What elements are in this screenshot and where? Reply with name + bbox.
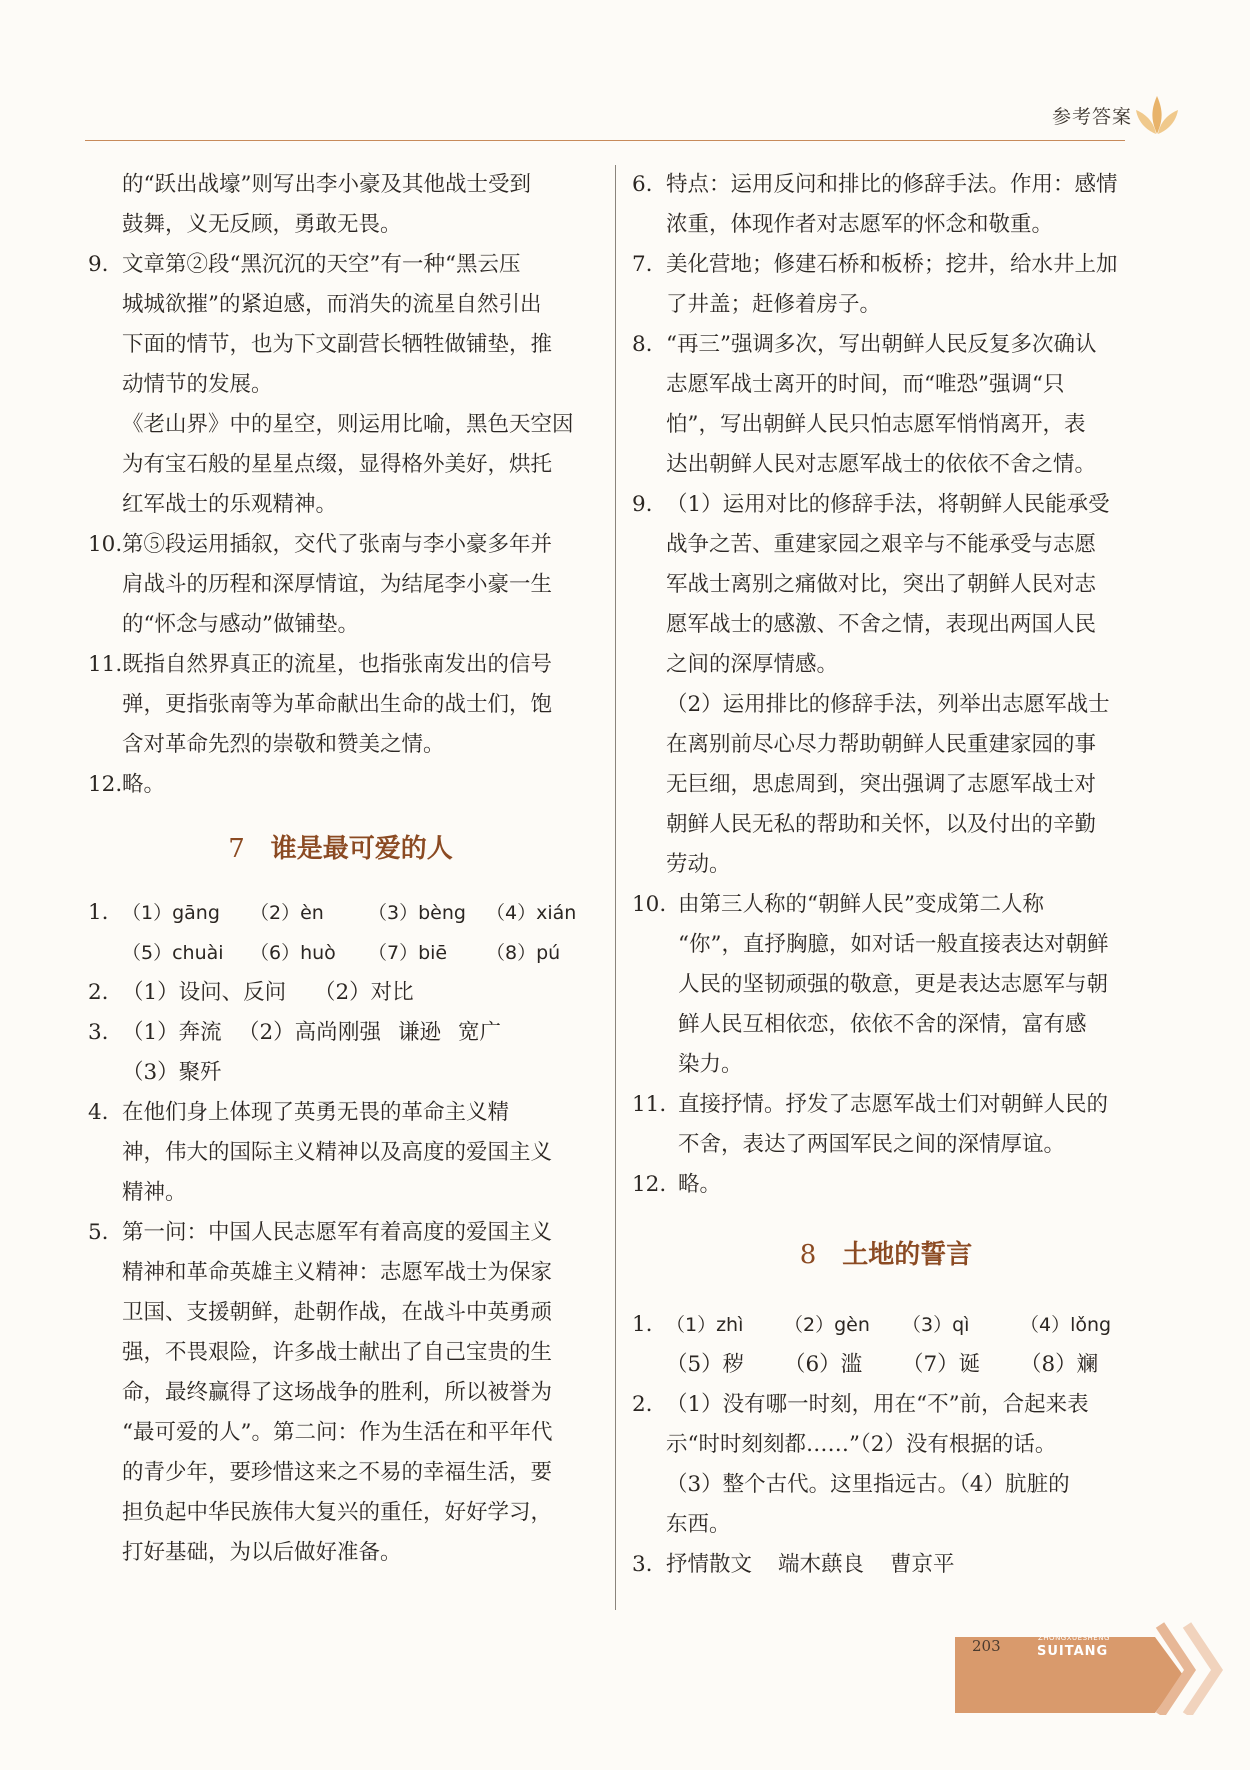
left-column bbox=[88, 165, 593, 1573]
section-8-title: 8 土地的誓言 bbox=[799, 1240, 973, 1270]
brand-name: SUITANG bbox=[1037, 1644, 1109, 1659]
s7-answer-3: 3. （1）奔流 （2）高尚 刚强 谦逊 宽广 （3）聚歼 bbox=[88, 1020, 502, 1085]
answer-7: 7. 美化营地；修建石桥和板桥；挖井，给水井上加 了井盖；赶修着房子。 bbox=[632, 252, 1118, 317]
brand-subtitle: ZHONGXUESHENG bbox=[1038, 1634, 1110, 1642]
answer-8: 8. “再三”强调多次，写出朝鲜人民反复多次确认 志愿军战士离开的时间，而“唯恐”强调“只 怕”，写出朝鲜人民只怕志愿军悄悄离开，表 达出朝鲜人民对志愿军战士的依依不舍之情。 bbox=[632, 332, 1097, 477]
answer-8-continued: 的“跃出战壕”则写出李小豪及其他战士受到 鼓舞，义无反顾，勇敢无畏。 bbox=[122, 172, 531, 237]
answer-9-part-2: （2）运用排比的修辞手法，列举出志愿军战士 在离别前尽心尽力帮助朝鲜人民重建家园的事 无巨细，思虑周到，突出强调了志愿军战士对 朝鲜人民无私的帮助和关怀，以及付出的辛勤 劳动。 bbox=[666, 692, 1110, 877]
right-column bbox=[632, 165, 1140, 1585]
section-7-title: 7 谁是最可爱的人 bbox=[228, 834, 453, 864]
answer-11-right: 11. 直接抒情。抒发了志愿军战士们对朝鲜人民的 不舍，表达了两国军民之间的深情厚谊。 bbox=[632, 1092, 1109, 1157]
page-header bbox=[85, 90, 1180, 142]
answer-6: 6. 特点：运用反问和排比的修辞手法。作用：感情 浓重，体现作者对志愿军的怀念和敬重。 bbox=[632, 172, 1118, 237]
s7-answer-1: 1. （1）gāng （2）èn （3）bèng （4）xián （5）chuài （6）huò （7）biē （8）pú bbox=[88, 900, 577, 964]
header-rule bbox=[85, 140, 1125, 141]
leaf-icon bbox=[1134, 90, 1180, 138]
page-number: 203 bbox=[972, 1637, 1001, 1655]
s7-answer-5: 5. 第一问：中国人民志愿军有着高度的爱国主义 精神和革命英雄主义精神：志愿军战士为保家 卫国、支援朝鲜，赴朝作战，在战斗中英勇顽 强，不畏艰险，许多战士献出了自己宝贵的生 命，最终赢得了这场战争的胜利，所以被誉为 “最可爱的人”。第二问：作为生活在和平年代 的青少年，要珍惜这来之不易的幸福生活，要 担负起中华民族伟大复兴的重任，好好学习， 打好基础，为以后做好准备。 bbox=[88, 1220, 553, 1565]
s8-answer-3: 3. 抒情散文 端木蕻良 曹京平 bbox=[632, 1552, 955, 1577]
answer-9-right: 9. （1）运用对比的修辞手法，将朝鲜人民能承受 战争之苦、重建家园之艰辛与不能承受与志愿 军战士离别之痛做对比，突出了朝鲜人民对志 愿军战士的感激、不舍之情，表现出两国人民 之间的深厚情感。 bbox=[632, 492, 1110, 677]
answer-12-right: 12. 略。 bbox=[632, 1172, 722, 1197]
answer-10-right: 10. 由第三人称的“朝鲜人民”变成第二人称 “你”，直抒胸臆，如对话一般直接表达对朝鲜 人民的坚韧顽强的敬意，更是表达志愿军与朝 鲜人民互相依恋，依依不舍的深情，富有感 染力。 bbox=[632, 892, 1109, 1077]
s7-answer-2: 2. （1）设问、反问 （2）对比 bbox=[88, 980, 414, 1005]
column-divider bbox=[615, 165, 616, 1610]
answer-10: 10. 第⑤段运用插叙，交代了张南与李小豪多年并 肩战斗的历程和深厚情谊，为结尾李小豪一生 的“怀念与感动”做铺垫。 bbox=[88, 532, 553, 637]
s7-answer-4: 4. 在他们身上体现了英勇无畏的革命主义精 神，伟大的国际主义精神以及高度的爱国主义 精神。 bbox=[88, 1100, 553, 1205]
footer-badge bbox=[955, 1615, 1225, 1715]
header-label: 参考答案 bbox=[1051, 106, 1132, 128]
answer-11: 11. 既指自然界真正的流星，也指张南发出的信号 弹，更指张南等为革命献出生命的战士们，饱 含对革命先烈的崇敬和赞美之情。 bbox=[88, 652, 553, 757]
s8-answer-1: 1. （1）zhì （2）gèn （3）qì （4）lǒng （5）秽 （6）滥 （7）诞 （8）斓 bbox=[632, 1312, 1112, 1377]
answer-12: 12. 略。 bbox=[88, 772, 166, 797]
answer-9: 9. 文章第②段“黑沉沉的天空”有一种“黑云压 城城欲摧”的紧迫感，而消失的流星自然引出 下面的情节，也为下文副营长牺牲做铺垫，推 动情节的发展。 《老山界》中的星空，则运用比喻，黑色天空因 为有宝石般的星星点缀，显得格外美好，烘托 红军战士的乐观精神。 bbox=[88, 252, 574, 517]
s8-answer-2: 2. （1）没有哪一时刻，用在“不”前，合起来表 示“时时刻刻都……”（2）没有根据的话。 （3）整个古代。这里指远古。（4）肮脏的 东西。 bbox=[632, 1392, 1089, 1537]
